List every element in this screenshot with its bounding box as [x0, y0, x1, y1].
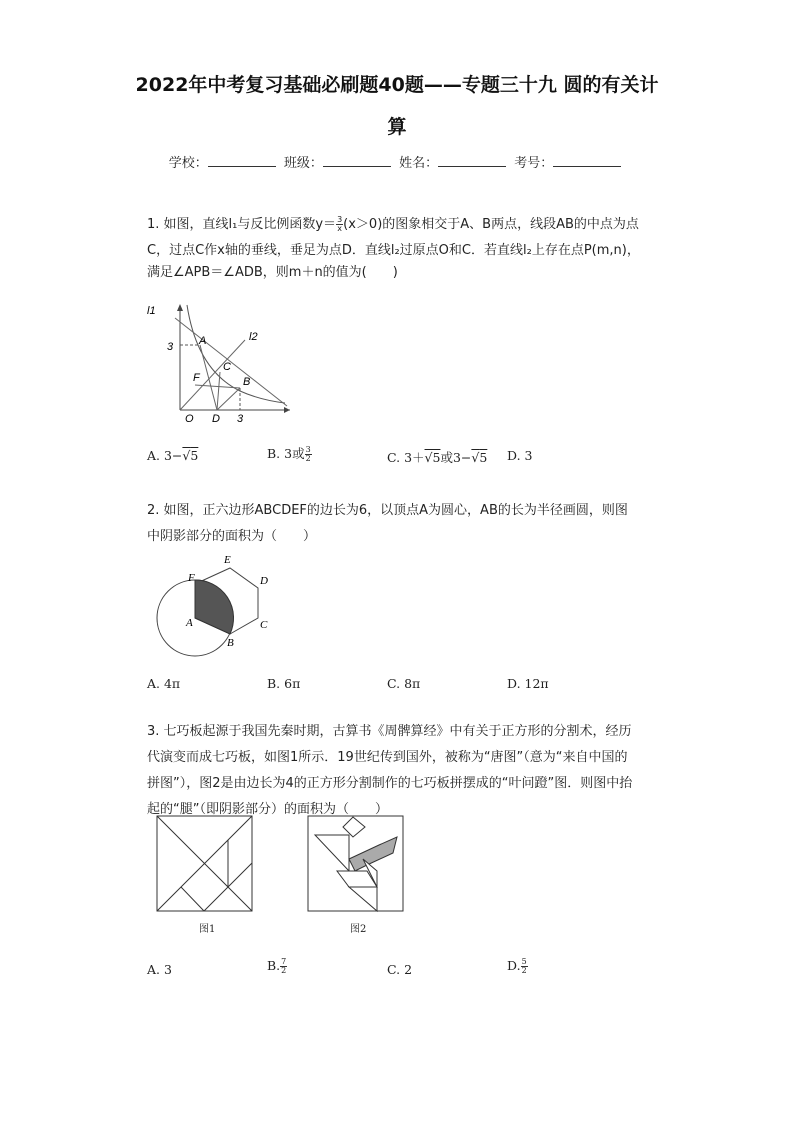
tangram-figure-2: [307, 815, 405, 913]
page-title-continued: 算: [387, 116, 407, 138]
question-3-text: 3. 七巧板起源于我国先秦时期，古算书《周髀算经》中有关于正方形的分割术，经历 代演变而成七巧板，如图1所示．19世纪传到国外，被称为“唐图”（意为“来自中国的 拼图”），图2是由边长为4的正方形分割制作的七巧板拼摆成的“叶问蹬”图．则图中抬 起的“腿”（即阴影部分）的面积为（ ）: [147, 724, 633, 817]
question-2-text: 2. 如图，正六边形ABCDEF的边长为6，以顶点A为圆心，AB的长为半径画圆，则图 中阴影部分的面积为（ ）: [147, 503, 628, 544]
question-2-figure: [150, 548, 280, 658]
option-c[interactable]: C. 2: [387, 962, 413, 977]
label-B: B: [243, 376, 251, 388]
label-l1: l1: [147, 305, 156, 317]
option-d[interactable]: D. 12π: [507, 676, 549, 691]
number-field[interactable]: [553, 154, 621, 167]
option-b[interactable]: B. 3或 $\frac{3}{2}$: [267, 445, 311, 463]
option-a[interactable]: A. 3: [147, 962, 172, 977]
label-l2: l2: [249, 331, 258, 343]
option-c[interactable]: C. 8π: [387, 676, 421, 691]
label-D: D: [212, 413, 220, 425]
class-label: 班级：: [283, 156, 323, 171]
caption-fig1: 图1: [199, 924, 216, 935]
label-A: A: [186, 617, 193, 629]
label-B: B: [227, 637, 234, 649]
option-b[interactable]: B. 6π: [267, 676, 301, 691]
label-F: F: [188, 572, 195, 584]
question-1-text: 1. 如图，直线l₁与反比例函数y＝ $\frac{3}{x}$ (x＞0)的图象相交于A、B两点，线段AB的中点为点 C，过点C作x轴的垂线，垂足为点D．直线l₂过原点O和C．若直线l₂上存在点P(m,n)， 满足∠APB＝∠ADB，则m＋n的值为( ): [147, 215, 640, 280]
label-C: C: [223, 361, 231, 373]
label-F: F: [193, 372, 200, 384]
label-3-y: 3: [167, 341, 174, 353]
name-field[interactable]: [438, 154, 506, 167]
label-3-x: 3: [237, 413, 244, 425]
question-1-figure: [145, 300, 295, 425]
student-info-row: [0, 152, 794, 171]
option-a[interactable]: A. 4π: [147, 676, 181, 691]
option-d[interactable]: D. 3: [507, 448, 533, 463]
school-label: 学校：: [168, 156, 208, 171]
option-c[interactable]: C. 3＋√5或3−√5: [387, 450, 488, 465]
school-field[interactable]: [208, 154, 276, 167]
option-a[interactable]: A. 3−√5: [147, 448, 199, 463]
number-label: 考号：: [514, 156, 554, 171]
page-title: 2022年中考复习基础必刷题40题——专题三十九 圆的有关计: [135, 74, 659, 96]
label-D: D: [260, 575, 268, 587]
label-C: C: [260, 619, 268, 631]
fraction: $\frac{3}{x}$: [337, 215, 343, 233]
label-O: O: [185, 413, 194, 425]
label-E: E: [224, 554, 231, 566]
tangram-figure-1: [156, 815, 254, 913]
caption-fig2: 图2: [350, 924, 367, 935]
option-b[interactable]: B. $\frac{7}{2}$: [267, 957, 287, 975]
name-label: 姓名：: [399, 156, 439, 171]
class-field[interactable]: [323, 154, 391, 167]
option-d[interactable]: D. $\frac{5}{2}$: [507, 957, 527, 975]
label-A: A: [199, 335, 207, 347]
